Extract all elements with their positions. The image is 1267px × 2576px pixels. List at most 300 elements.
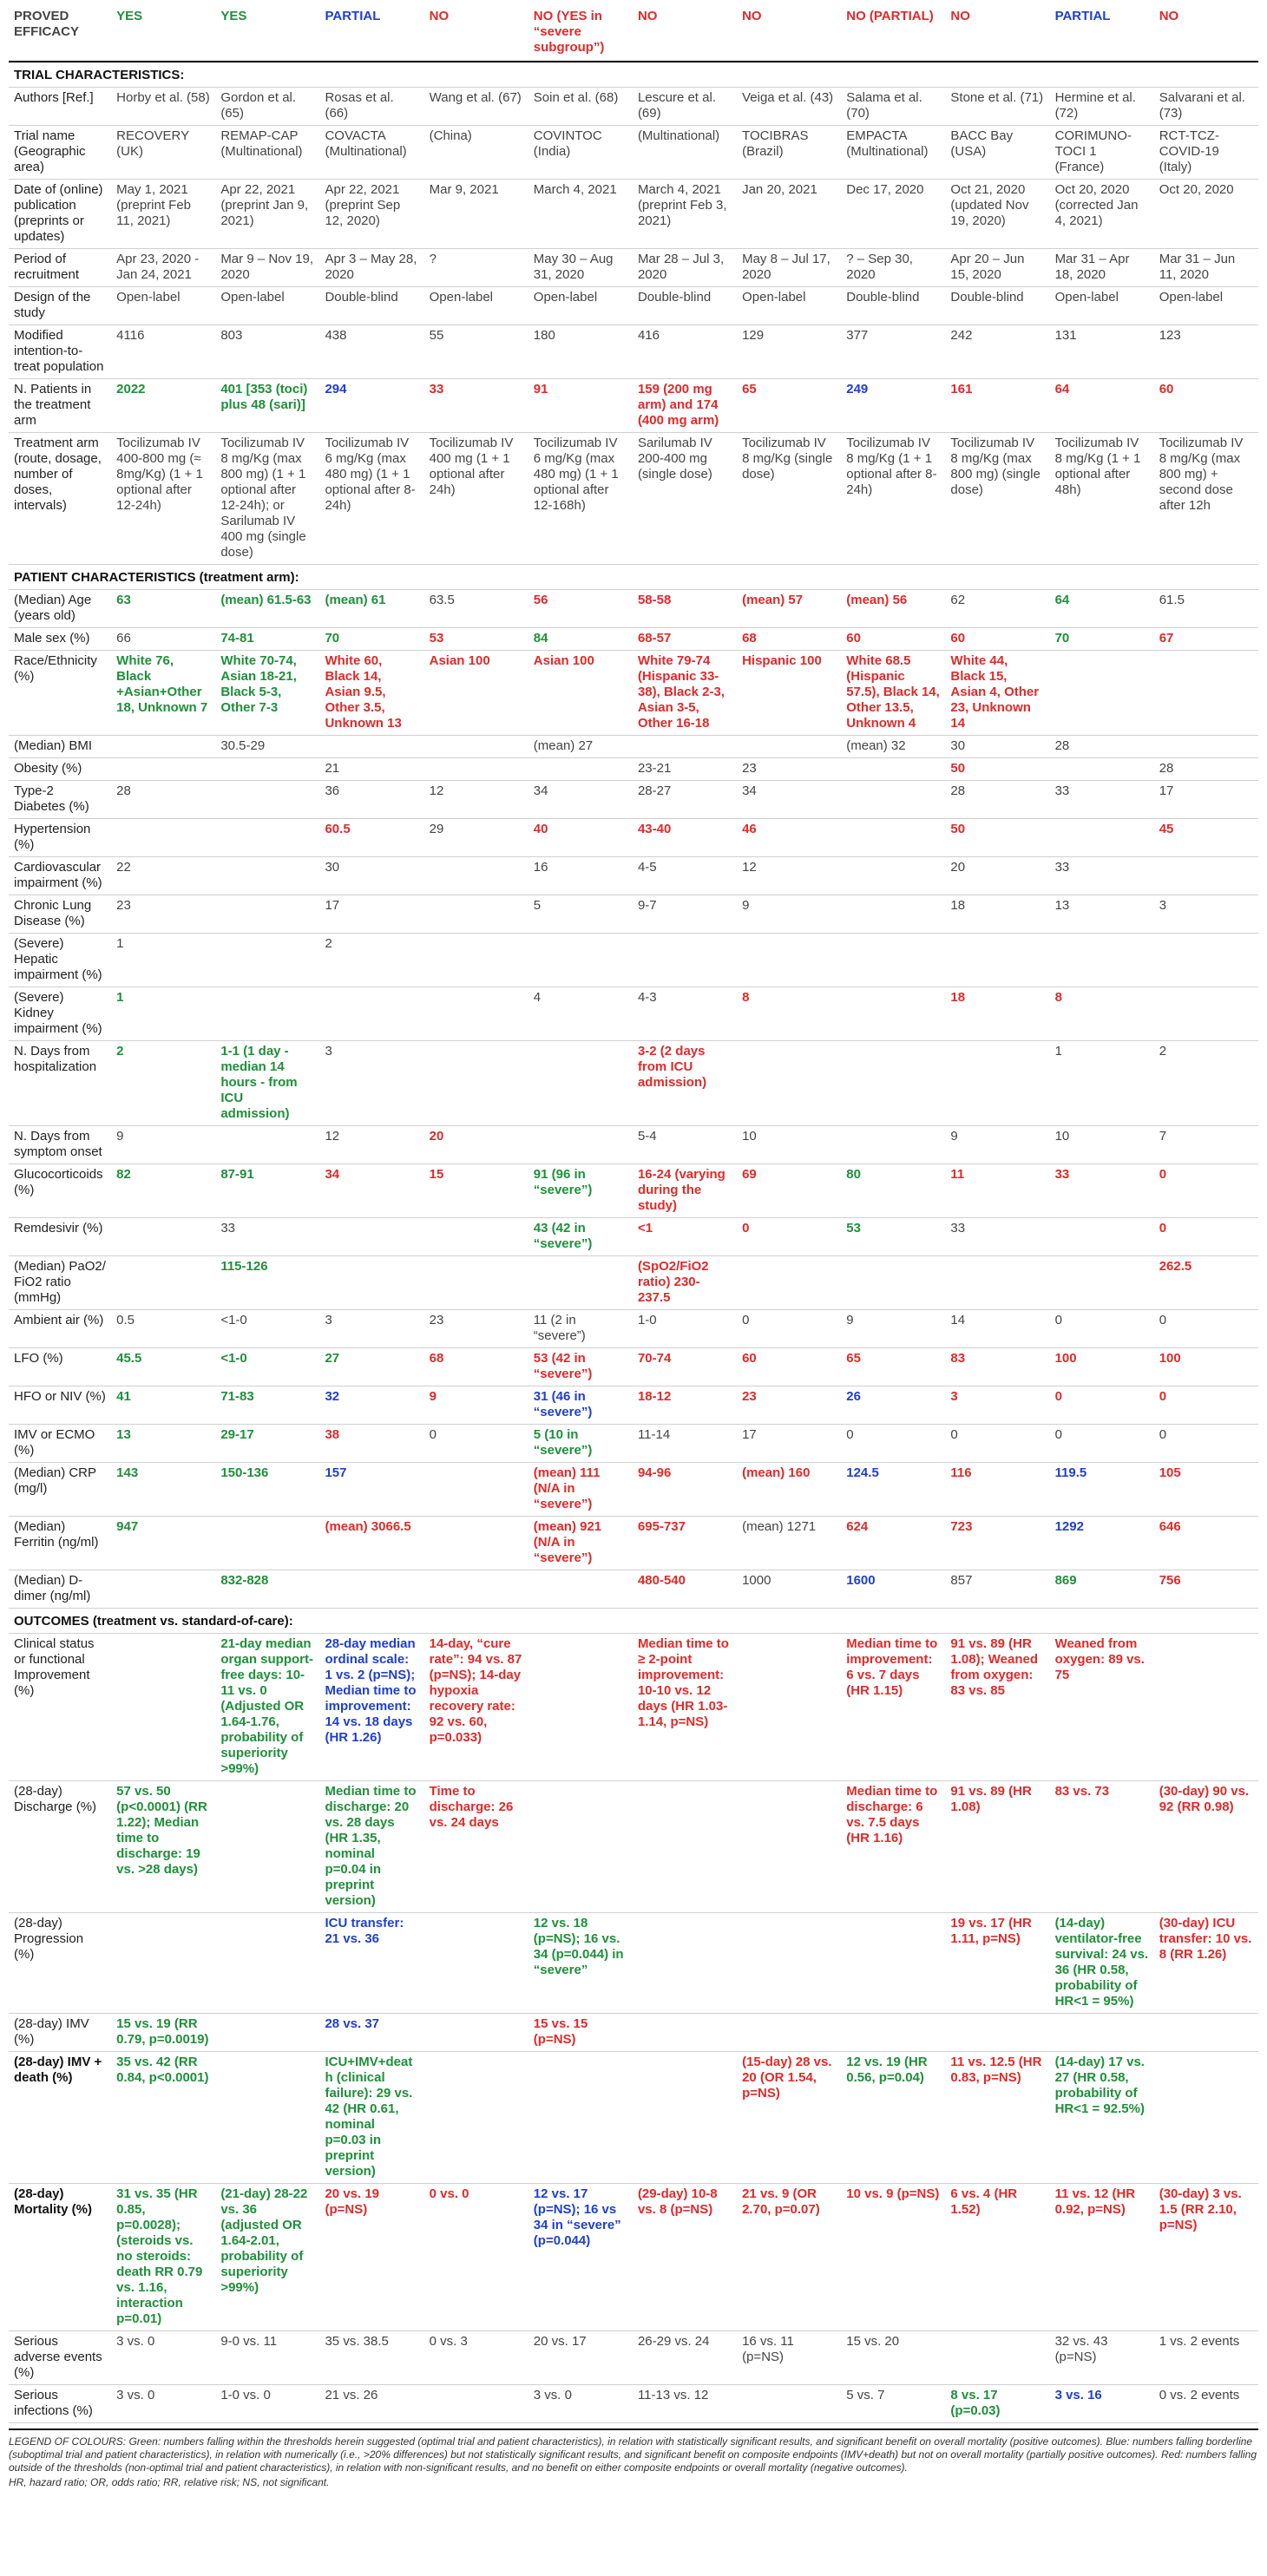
table-cell: 32 [319,1386,423,1425]
table-cell [528,1256,633,1310]
table-cell [111,819,215,857]
table-cell: 70-74 [633,1348,737,1386]
table-cell: 0 [1154,1218,1258,1256]
table-cell: (30-day) 90 vs. 92 (RR 0.98) [1154,1781,1258,1913]
table-cell: 63 [111,590,215,628]
table-cell: 60 [945,628,1049,651]
table-cell: 8 [1050,987,1154,1041]
table-cell: 100 [1154,1348,1258,1386]
table-cell: Gordon et al. (65) [215,88,319,126]
section-title: OUTCOMES (treatment vs. standard-of-care): [9,1609,1258,1634]
table-row [9,2331,1258,2385]
table-cell: (SpO2/FiO2 ratio) 230-237.5 [633,1256,737,1310]
table-cell [841,934,945,987]
table-cell: 5 (10 in “severe”) [528,1425,633,1463]
table-cell: 22 [111,857,215,895]
table-cell: 3 [319,1310,423,1348]
table-cell [737,1256,841,1310]
table-cell: 1 vs. 2 events [1154,2331,1258,2385]
table-cell: 803 [215,325,319,379]
table-cell: 36 [319,781,423,819]
efficacy-header-5: NO (YES in “severe subgroup”) [528,5,633,62]
table-cell [1154,934,1258,987]
table-cell [1050,651,1154,736]
table-cell: Double-blind [319,287,423,325]
table-cell: 30.5-29 [215,736,319,758]
row-label: (28-day) IMV (%) [9,2014,111,2052]
table-cell [737,934,841,987]
table-cell [1154,2052,1258,2184]
table-cell: 21 vs. 9 (OR 2.70, p=0.07) [737,2184,841,2331]
table-cell [111,1218,215,1256]
table-cell: 115-126 [215,1256,319,1310]
table-cell [424,2385,528,2423]
table-cell [841,819,945,857]
table-cell: Hispanic 100 [737,651,841,736]
table-cell: 2 [111,1041,215,1126]
table-cell: 66 [111,628,215,651]
efficacy-header-6: NO [633,5,737,62]
row-label: Ambient air (%) [9,1310,111,1348]
table-cell: Double-blind [945,287,1049,325]
table-cell: 1 [111,987,215,1041]
table-cell: Median time to discharge: 6 vs. 7.5 days (HR 1.16) [841,1781,945,1913]
row-label: Serious infections (%) [9,2385,111,2423]
table-cell: Mar 31 – Apr 18, 2020 [1050,249,1154,287]
table-row [9,1463,1258,1517]
table-cell: 9 [945,1126,1049,1164]
row-label: (28-day) Mortality (%) [9,2184,111,2331]
table-cell [945,2014,1049,2052]
table-cell: 1 [111,934,215,987]
table-cell: 57 vs. 50 (p<0.0001) (RR 1.22); Median time to discharge: 19 vs. >28 days) [111,1781,215,1913]
table-cell: 67 [1154,628,1258,651]
table-cell [1050,819,1154,857]
table-cell: 1000 [737,1570,841,1609]
table-cell: 29 [424,819,528,857]
table-cell: 0 [737,1310,841,1348]
row-label: (Median) BMI [9,736,111,758]
table-cell: 30 [945,736,1049,758]
table-cell: 0 [1154,1310,1258,1348]
table-cell: <1-0 [215,1310,319,1348]
table-cell: Apr 3 – May 28, 2020 [319,249,423,287]
table-row [9,1634,1258,1781]
table-cell [424,1041,528,1126]
table-row [9,819,1258,857]
table-cell [111,758,215,781]
table-cell [633,1781,737,1913]
table-cell [424,1218,528,1256]
row-label: N. Patients in the treatment arm [9,379,111,433]
table-cell: 28-day median ordinal scale: 1 vs. 2 (p=NS); Median time to improvement: 14 vs. 18 days (HR 1.26) [319,1634,423,1781]
table-cell: Oct 20, 2020 [1154,180,1258,249]
row-label: Date of (online) publication (preprints or updates) [9,180,111,249]
table-cell [319,1256,423,1310]
table-cell: 869 [1050,1570,1154,1609]
table-cell: 10 [1050,1126,1154,1164]
row-label: (28-day) Progression (%) [9,1913,111,2014]
table-cell [215,758,319,781]
table-cell [1050,934,1154,987]
table-row [9,1781,1258,1913]
table-cell: 23 [737,758,841,781]
table-cell: Time to discharge: 26 vs. 24 days [424,1781,528,1913]
table-cell: 832-828 [215,1570,319,1609]
table-row [9,2052,1258,2184]
table-cell [215,2052,319,2184]
table-cell [1154,736,1258,758]
table-cell: White 44, Black 15, Asian 4, Other 23, Unknown 14 [945,651,1049,736]
table-cell: 157 [319,1463,423,1517]
table-row [9,590,1258,628]
table-cell: 62 [945,590,1049,628]
table-cell: 29-17 [215,1425,319,1463]
table-cell [1154,2014,1258,2052]
table-cell: 294 [319,379,423,433]
table-cell: 123 [1154,325,1258,379]
table-cell: 119.5 [1050,1463,1154,1517]
table-row [9,88,1258,126]
table-cell: 28 vs. 37 [319,2014,423,2052]
table-cell: 9 [841,1310,945,1348]
table-cell: Apr 22, 2021 (preprint Sep 12, 2020) [319,180,423,249]
table-cell: (mean) 32 [841,736,945,758]
table-cell: 2 [319,934,423,987]
table-cell: Apr 20 – Jun 15, 2020 [945,249,1049,287]
table-cell: 33 [215,1218,319,1256]
table-cell: 15 vs. 15 (p=NS) [528,2014,633,2052]
table-cell: 0 [424,1425,528,1463]
table-cell: (29-day) 10-8 vs. 8 (p=NS) [633,2184,737,2331]
section-title: PATIENT CHARACTERISTICS (treatment arm): [9,565,1258,590]
table-cell: REMAP-CAP (Multinational) [215,126,319,180]
table-cell: 33 [945,1218,1049,1256]
row-label: LFO (%) [9,1348,111,1386]
table-cell [111,1256,215,1310]
table-cell [424,2052,528,2184]
table-cell: 11-13 vs. 12 [633,2385,737,2423]
table-cell: 69 [737,1164,841,1218]
table-cell: 143 [111,1463,215,1517]
table-cell [737,736,841,758]
table-row [9,1310,1258,1348]
table-cell: 8 vs. 17 (p=0.03) [945,2385,1049,2423]
table-cell: ? – Sep 30, 2020 [841,249,945,287]
table-cell: (30-day) ICU transfer: 10 vs. 8 (RR 1.26) [1154,1913,1258,2014]
table-cell: 0 vs. 2 events [1154,2385,1258,2423]
table-cell: 18-12 [633,1386,737,1425]
table-cell [215,781,319,819]
table-cell: Tocilizumab IV 8 mg/Kg (1 + 1 optional after 8-24h) [841,433,945,565]
table-cell: March 4, 2021 (preprint Feb 3, 2021) [633,180,737,249]
table-cell: 124.5 [841,1463,945,1517]
table-row [9,325,1258,379]
table-row [9,628,1258,651]
table-cell: 23 [111,895,215,934]
table-cell: 35 vs. 42 (RR 0.84, p<0.0001) [111,2052,215,2184]
table-cell: 0 [1154,1386,1258,1425]
row-label: (Severe) Kidney impairment (%) [9,987,111,1041]
table-cell: (mean) 111 (N/A in “severe”) [528,1463,633,1517]
efficacy-header-4: NO [424,5,528,62]
table-cell: 0 [841,1425,945,1463]
table-cell: 3 [945,1386,1049,1425]
table-cell [215,1517,319,1570]
table-row [9,758,1258,781]
table-cell: 131 [1050,325,1154,379]
table-cell: 100 [1050,1348,1154,1386]
table-cell: 65 [737,379,841,433]
row-label: (28-day) IMV + death (%) [9,2052,111,2184]
table-cell: White 60, Black 14, Asian 9.5, Other 3.5, Unknown 13 [319,651,423,736]
table-cell: Oct 21, 2020 (updated Nov 19, 2020) [945,180,1049,249]
row-label: (28-day) Discharge (%) [9,1781,111,1913]
table-cell: Tocilizumab IV 8 mg/Kg (max 800 mg) (1 + 1 optional after 12-24h); or Sarilumab IV 400 mg (single dose) [215,433,319,565]
row-label: Authors [Ref.] [9,88,111,126]
table-cell [424,1517,528,1570]
table-cell: Dec 17, 2020 [841,180,945,249]
table-row [9,1570,1258,1609]
table-cell: 3 vs. 0 [111,2385,215,2423]
table-cell: Tocilizumab IV 6 mg/Kg (max 480 mg) (1 + 1 optional after 12-168h) [528,433,633,565]
table-cell: 7 [1154,1126,1258,1164]
table-cell: 34 [737,781,841,819]
table-cell: 94-96 [633,1463,737,1517]
table-cell: 28-27 [633,781,737,819]
table-cell: 0 [1050,1425,1154,1463]
table-cell [424,736,528,758]
section-header [9,565,1258,590]
table-cell: Mar 28 – Jul 3, 2020 [633,249,737,287]
table-cell: 12 [319,1126,423,1164]
table-cell [841,1041,945,1126]
table-cell: 5 [528,895,633,934]
table-cell: (mean) 160 [737,1463,841,1517]
table-cell: (mean) 61 [319,590,423,628]
table-cell [1050,1256,1154,1310]
table-cell: Median time to improvement: 6 vs. 7 days (HR 1.15) [841,1634,945,1781]
table-cell: 8 [737,987,841,1041]
table-cell: 9 [424,1386,528,1425]
table-cell: (mean) 57 [737,590,841,628]
table-cell: Tocilizumab IV 8 mg/Kg (max 800 mg) + second dose after 12h [1154,433,1258,565]
table-row [9,1913,1258,2014]
table-cell: 74-81 [215,628,319,651]
table-cell: Oct 20, 2020 (corrected Jan 4, 2021) [1050,180,1154,249]
row-label: IMV or ECMO (%) [9,1425,111,1463]
table-cell: (21-day) 28-22 vs. 36 (adjusted OR 1.64-2.01, probability of superiority >99%) [215,2184,319,2331]
table-cell: 33 [1050,781,1154,819]
table-cell: 64 [1050,590,1154,628]
table-cell: 60 [1154,379,1258,433]
table-cell: 87-91 [215,1164,319,1218]
table-cell: Open-label [1154,287,1258,325]
table-cell: Tocilizumab IV 6 mg/Kg (max 480 mg) (1 + 1 optional after 8-24h) [319,433,423,565]
table-cell: 16 [528,857,633,895]
table-cell: 4116 [111,325,215,379]
section-header [9,1609,1258,1634]
table-cell: 116 [945,1463,1049,1517]
table-cell [737,2014,841,2052]
table-cell [737,1634,841,1781]
efficacy-header-7: NO [737,5,841,62]
table-cell: 60 [737,1348,841,1386]
table-cell [1050,758,1154,781]
table-cell [841,987,945,1041]
table-row [9,895,1258,934]
efficacy-header-9: NO [945,5,1049,62]
row-label: (Severe) Hepatic impairment (%) [9,934,111,987]
table-cell: May 8 – Jul 17, 2020 [737,249,841,287]
table-cell [111,736,215,758]
table-cell: 9 [111,1126,215,1164]
table-cell: 38 [319,1425,423,1463]
table-cell [424,758,528,781]
table-cell: 438 [319,325,423,379]
table-cell: 3 vs. 16 [1050,2385,1154,2423]
table-cell: 33 [1050,857,1154,895]
table-cell: Asian 100 [528,651,633,736]
table-cell: 11 vs. 12 (HR 0.92, p=NS) [1050,2184,1154,2331]
row-label: Race/Ethnicity (%) [9,651,111,736]
table-cell: 33 [424,379,528,433]
table-cell: 26 [841,1386,945,1425]
table-row [9,736,1258,758]
row-label: Design of the study [9,287,111,325]
table-cell: Lescure et al. (69) [633,88,737,126]
table-row [9,651,1258,736]
table-cell: 31 vs. 35 (HR 0.85, p=0.0028); (steroids vs. no steroids: death RR 0.79 vs. 1.16, interaction p=0.01) [111,2184,215,2331]
row-label: Obesity (%) [9,758,111,781]
table-cell: (Multinational) [633,126,737,180]
table-cell: 4 [528,987,633,1041]
table-cell: 4-3 [633,987,737,1041]
table-cell: 695-737 [633,1517,737,1570]
table-cell [841,781,945,819]
table-cell: Open-label [111,287,215,325]
table-cell: Asian 100 [424,651,528,736]
table-cell: 6 vs. 4 (HR 1.52) [945,2184,1049,2331]
table-cell: Double-blind [633,287,737,325]
table-cell: Mar 9, 2021 [424,180,528,249]
table-cell: 5-4 [633,1126,737,1164]
row-label: (Median) D-dimer (ng/ml) [9,1570,111,1609]
table-cell: 20 vs. 17 [528,2331,633,2385]
table-cell: 41 [111,1386,215,1425]
table-cell: EMPACTA (Multinational) [841,126,945,180]
table-cell [1154,987,1258,1041]
table-cell: 249 [841,379,945,433]
table-cell: (mean) 921 (N/A in “severe”) [528,1517,633,1570]
table-cell [111,1570,215,1609]
table-cell: 68 [737,628,841,651]
table-cell: 63.5 [424,590,528,628]
table-row [9,379,1258,433]
table-cell: 58-58 [633,590,737,628]
table-row [9,781,1258,819]
table-cell [528,1634,633,1781]
table-row [9,857,1258,895]
table-cell: Open-label [737,287,841,325]
table-cell [424,895,528,934]
table-cell: (15-day) 28 vs. 20 (OR 1.54, p=NS) [737,2052,841,2184]
table-cell: 150-136 [215,1463,319,1517]
table-cell: 9-7 [633,895,737,934]
table-cell: 91 vs. 89 (HR 1.08); Weaned from oxygen: 83 vs. 85 [945,1634,1049,1781]
table-cell: (mean) 27 [528,736,633,758]
proved-efficacy-label: PROVED EFFICACY [9,5,111,62]
table-cell: 83 vs. 73 [1050,1781,1154,1913]
table-cell: 35 vs. 38.5 [319,2331,423,2385]
table-cell [737,1041,841,1126]
table-body [9,62,1258,2423]
table-cell [841,895,945,934]
table-cell: (14-day) 17 vs. 27 (HR 0.58, probability of HR<1 = 92.5%) [1050,2052,1154,2184]
table-cell: 32 vs. 43 (p=NS) [1050,2331,1154,2385]
table-cell: Open-label [424,287,528,325]
table-cell [633,1913,737,2014]
table-cell: (China) [424,126,528,180]
table-cell: 161 [945,379,1049,433]
table-cell: Weaned from oxygen: 89 vs. 75 [1050,1634,1154,1781]
table-cell: 50 [945,819,1049,857]
table-cell: TOCIBRAS (Brazil) [737,126,841,180]
table-cell [1050,1218,1154,1256]
table-cell: 14 [945,1310,1049,1348]
table-cell [841,2014,945,2052]
table-cell: 28 [1050,736,1154,758]
table-cell: 64 [1050,379,1154,433]
table-cell: Median time to discharge: 20 vs. 28 days (HR 1.35, nominal p=0.04 in preprint version) [319,1781,423,1913]
table-cell: 857 [945,1570,1049,1609]
table-cell [528,2052,633,2184]
table-cell: BACC Bay (USA) [945,126,1049,180]
table-cell: 17 [1154,781,1258,819]
row-label: Glucocorticoids (%) [9,1164,111,1218]
table-cell: 0 [1050,1386,1154,1425]
table-cell: 70 [319,628,423,651]
table-row [9,1517,1258,1570]
table-cell: RCT-TCZ-COVID-19 (Italy) [1154,126,1258,180]
table-cell: 53 [841,1218,945,1256]
table-cell: 2022 [111,379,215,433]
table-cell: 56 [528,590,633,628]
table-row [9,1218,1258,1256]
table-row [9,1041,1258,1126]
table-cell: 15 [424,1164,528,1218]
table-cell: 646 [1154,1517,1258,1570]
table-row [9,249,1258,287]
row-label: (Median) PaO2/ FiO2 ratio (mmHg) [9,1256,111,1310]
table-cell [424,857,528,895]
table-cell: 13 [1050,895,1154,934]
table-cell: 5 vs. 7 [841,2385,945,2423]
table-cell [528,934,633,987]
table-cell: Tocilizumab IV 400-800 mg (≈ 8mg/Kg) (1 + 1 optional after 12-24h) [111,433,215,565]
table-cell: 18 [945,987,1049,1041]
efficacy-header-10: PARTIAL [1050,5,1154,62]
table-cell: 12 [737,857,841,895]
table-cell: 0 vs. 0 [424,2184,528,2331]
table-cell: Apr 22, 2021 (preprint Jan 9, 2021) [215,180,319,249]
table-cell: ICU transfer: 21 vs. 36 [319,1913,423,2014]
table-cell: 159 (200 mg arm) and 174 (400 mg arm) [633,379,737,433]
efficacy-header-11: NO [1154,5,1258,62]
table-cell [424,987,528,1041]
table-cell: 1-0 vs. 0 [215,2385,319,2423]
table-cell: 19 vs. 17 (HR 1.11, p=NS) [945,1913,1049,2014]
